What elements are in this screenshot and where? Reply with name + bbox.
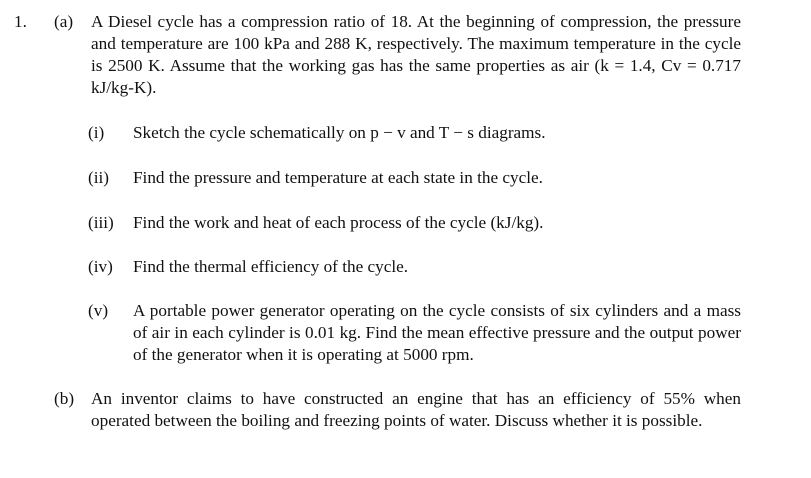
subpart-iv-label: (iv) <box>88 257 113 276</box>
subpart-ii-label: (ii) <box>88 168 109 187</box>
subpart-ii-text: Find the pressure and temperature at each state in the cycle. <box>133 168 543 187</box>
subpart-iii-text: Find the work and heat of each process of the cycle (kJ/kg). <box>133 213 544 232</box>
part-a-text: A Diesel cycle has a compression ratio of 18. At the beginning of compression, the pressure and temperature are 100 kPa and 288 K, respectively. The maximum temperature in the cycle is 2500 K. Assume that the working gas has the same properties as air (k = 1.4, Cv = 0.717 kJ/kg-K). <box>91 12 741 97</box>
part-b-text: An inventor claims to have constructed an engine that has an efficiency of 55% when operated between the boiling and freezing points of water. Discuss whether it is possible. <box>91 389 741 430</box>
question-number: 1. <box>14 12 27 31</box>
subpart-i-label: (i) <box>88 123 105 142</box>
subpart-iii-label: (iii) <box>88 213 114 232</box>
part-a-label: (a) <box>54 12 74 31</box>
subpart-v-label: (v) <box>88 301 109 320</box>
subpart-v-text: A portable power generator operating on the cycle consists of six cylinders and a mass of air in each cylinder is 0.01 kg. Find the mean effective pressure and the output power of the generator when it is operating at 5000 rpm. <box>133 301 741 364</box>
subpart-iv-text: Find the thermal efficiency of the cycle. <box>133 257 409 276</box>
subpart-i-text: Sketch the cycle schematically on p − v and T − s diagrams. <box>133 123 546 142</box>
part-b-label: (b) <box>54 389 75 408</box>
